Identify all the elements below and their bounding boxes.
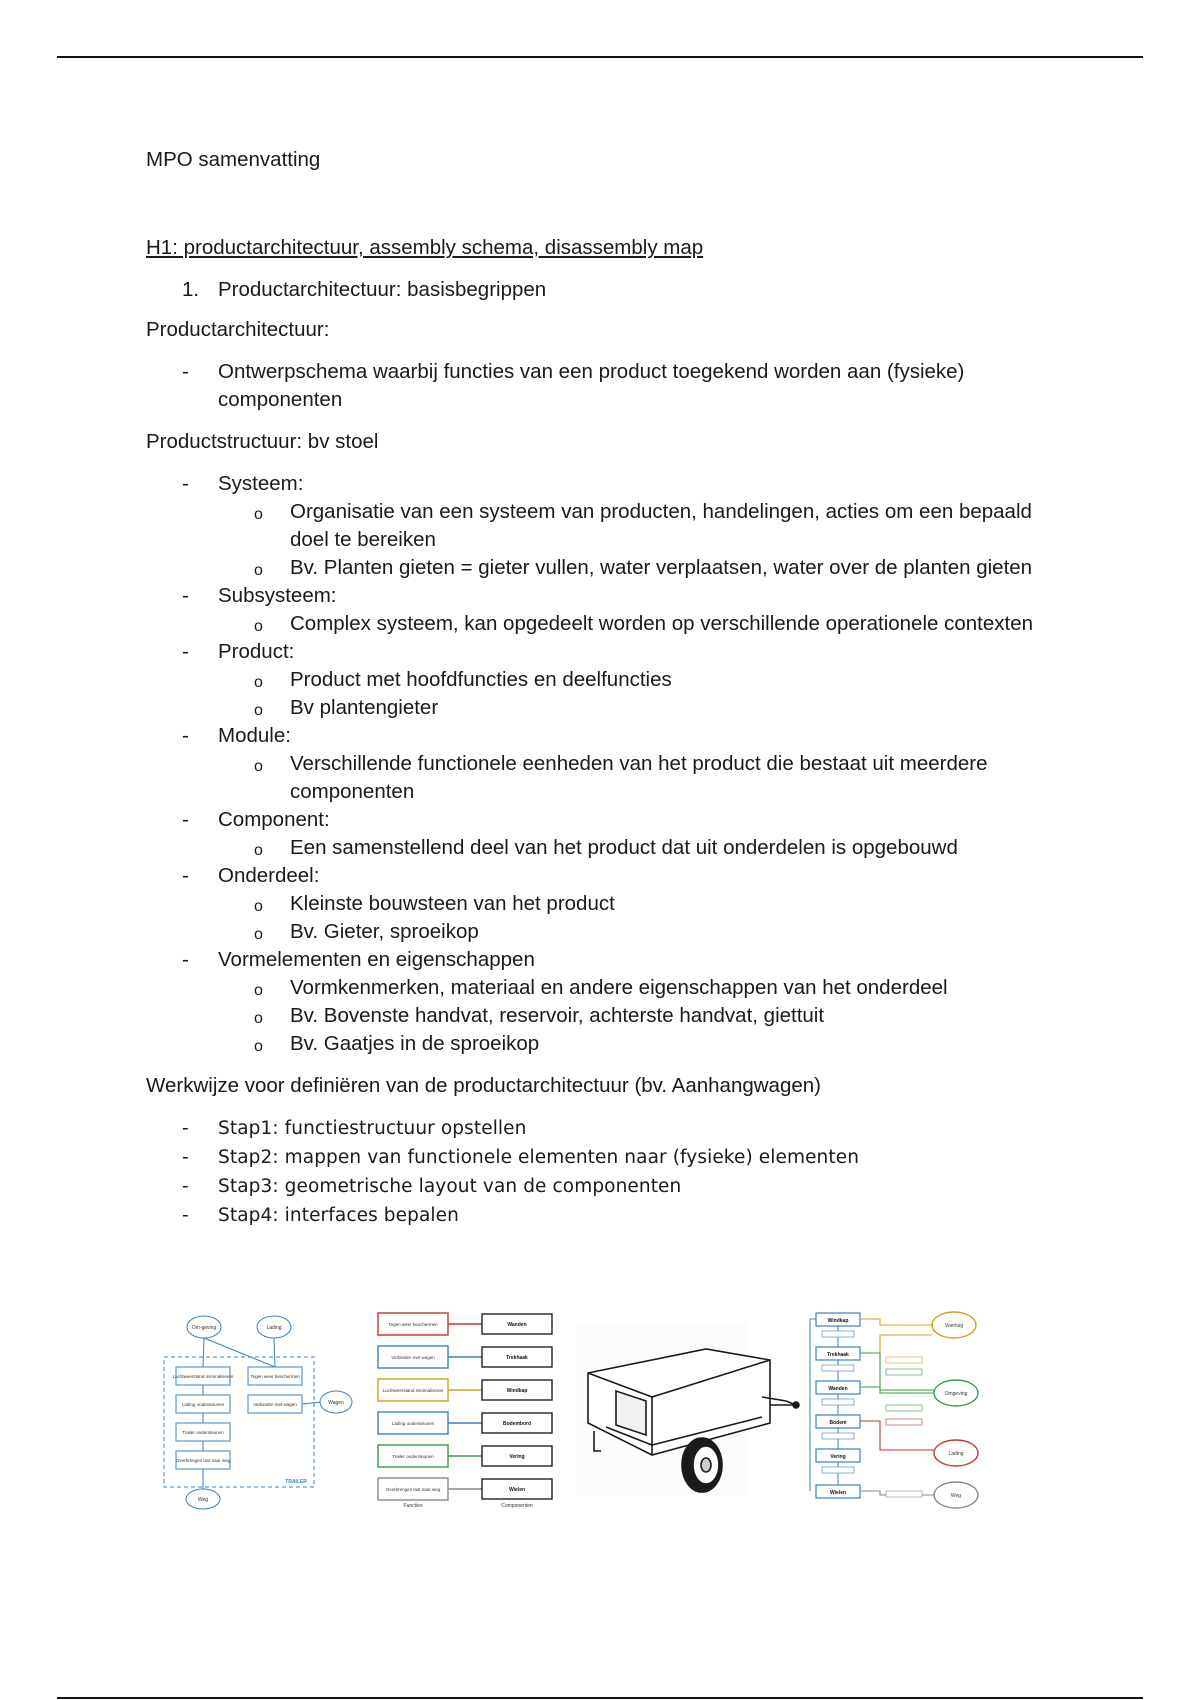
interface-box	[886, 1405, 922, 1411]
environment-node-label: Voertuig	[944, 1323, 964, 1329]
productarchitectuur-label: Productarchitectuur:	[146, 318, 330, 341]
sub-item-text: Bv. Gaatjes in de sproeikop	[290, 1032, 540, 1055]
environment-node-label: Weg	[950, 1493, 962, 1499]
interface-box	[886, 1357, 922, 1363]
function-box-label: Luchtweerstand minimaliseren	[382, 1388, 444, 1393]
dash-marker: -	[182, 472, 189, 495]
function-flow-line	[274, 1338, 275, 1367]
circle-marker: o	[254, 1038, 263, 1055]
level-item	[146, 582, 1076, 638]
numbered-item-number: 1.	[182, 278, 200, 301]
component-box-label: Vering	[830, 1454, 846, 1460]
dash-marker: -	[182, 584, 189, 607]
numbered-item-text: Productarchitectuur: basisbegrippen	[218, 278, 547, 301]
dash-marker: -	[182, 360, 189, 383]
sub-item	[218, 834, 1076, 862]
sub-item	[218, 1030, 1076, 1058]
sub-item	[218, 890, 1076, 918]
level-item	[146, 946, 1076, 1058]
interface-line	[860, 1335, 932, 1353]
interface-box	[822, 1365, 854, 1371]
interface-box	[822, 1467, 854, 1473]
level-sublist	[218, 974, 1076, 1058]
step-item	[146, 1172, 1076, 1201]
level-item	[146, 862, 1076, 946]
dash-marker: -	[182, 948, 189, 971]
component-box-label: Bodembord	[502, 1421, 532, 1427]
level-label: Module:	[218, 724, 291, 747]
function-flow-line	[204, 1338, 275, 1367]
component-box-label: Wielen	[508, 1487, 526, 1493]
interface-box	[886, 1369, 922, 1375]
function-box-label: Tegen weer beschermen	[250, 1374, 300, 1379]
dash-marker: -	[182, 864, 189, 887]
level-item	[146, 806, 1076, 862]
steps-list	[146, 1114, 1076, 1230]
sub-item-text: Bv plantengieter	[290, 696, 439, 719]
component-box-label: Bodem	[829, 1420, 847, 1426]
level-sublist	[218, 498, 1076, 582]
wagen-node-label: Wagen	[328, 1400, 344, 1406]
function-component-mapping-figure	[378, 1313, 552, 1509]
component-box-label: Trekhaak	[827, 1352, 849, 1358]
trailer-drawing	[576, 1323, 799, 1495]
productstructuur-label: Productstructuur: bv stoel	[146, 430, 379, 453]
step-text: Stap4: interfaces bepalen	[218, 1205, 459, 1226]
werkwijze-label: Werkwijze voor definiëren van de productarchitectuur (bv. Aanhangwagen)	[146, 1074, 821, 1097]
step-text: Stap1: functiestructuur opstellen	[218, 1118, 527, 1139]
bottom-rule	[57, 1697, 1143, 1699]
function-box-label: Overbrengen last naar weg	[175, 1458, 231, 1463]
function-box-label: Tegen weer beschermen	[388, 1322, 438, 1327]
sub-item	[218, 694, 1076, 722]
function-box-label: Trailer ondersteunen	[392, 1454, 434, 1459]
environment-node-label: Omgeving	[944, 1391, 968, 1397]
level-item	[146, 722, 1076, 806]
figures-svg	[146, 1305, 1006, 1515]
level-sublist	[218, 666, 1076, 722]
sub-item-text: Bv. Bovenste handvat, reservoir, achterste handvat, giettuit	[290, 1004, 825, 1027]
component-box-label: Wielen	[829, 1490, 847, 1496]
function-box-label: Luchtweerstand minimaliseren	[172, 1374, 234, 1379]
sub-item	[218, 918, 1076, 946]
sub-item-text: Een samenstellend deel van het product dat uit onderdelen is opgebouwd	[290, 836, 958, 859]
interface-line	[860, 1421, 934, 1450]
interface-box	[822, 1399, 854, 1405]
top-rule	[57, 56, 1143, 58]
step-item	[146, 1201, 1076, 1230]
level-label: Subsysteem:	[218, 584, 337, 607]
level-item	[146, 638, 1076, 722]
numbered-item	[182, 276, 1076, 304]
dash-marker: -	[182, 1118, 189, 1139]
level-label: Onderdeel:	[218, 864, 320, 887]
circle-marker: o	[254, 702, 263, 719]
figures-row	[146, 1305, 1006, 1515]
level-sublist	[218, 834, 1076, 862]
list-item	[146, 358, 1076, 414]
sub-item	[218, 554, 1076, 582]
interface-box	[822, 1331, 854, 1337]
component-box-label: Wanden	[828, 1386, 848, 1392]
sub-item-text: Vormkenmerken, materiaal en andere eigenschappen van het onderdeel	[290, 976, 948, 999]
component-box-label: Trekhaak	[506, 1355, 528, 1361]
components-column-label: Componenten	[501, 1503, 533, 1509]
sub-item	[218, 498, 1076, 554]
function-box-label: Verbinden met wagen	[253, 1402, 297, 1407]
dash-marker: -	[182, 1147, 189, 1168]
level-label: Component:	[218, 808, 330, 831]
level-label: Vormelementen en eigenschappen	[218, 948, 535, 971]
step-text: Stap3: geometrische layout van de componenten	[218, 1176, 682, 1197]
circle-marker: o	[254, 926, 263, 943]
component-box-label: Windkap	[827, 1318, 849, 1324]
dash-marker: -	[182, 1205, 189, 1226]
document-body	[146, 146, 1076, 1244]
level-label: Product:	[218, 640, 295, 663]
chapter-heading: H1: productarchitectuur, assembly schema, disassembly map	[146, 236, 704, 259]
sub-item-text: Complex systeem, kan opgedeelt worden op verschillende operationele contexten	[290, 612, 1034, 635]
circle-marker: o	[254, 674, 263, 691]
function-box-label: Lading ondersteunen	[391, 1421, 435, 1426]
interface-box	[886, 1419, 922, 1425]
circle-marker: o	[254, 758, 263, 775]
sub-item-text: Organisatie van een systeem van producten, handelingen, acties om een bepaald doel te bereiken	[290, 500, 1032, 551]
productarchitectuur-list	[146, 358, 1076, 414]
step-item	[146, 1143, 1076, 1172]
sub-item-text: Product met hoofdfuncties en deelfuncties	[290, 668, 672, 691]
circle-marker: o	[254, 898, 263, 915]
level-sublist	[218, 610, 1076, 638]
dash-marker: -	[182, 1176, 189, 1197]
document-title: MPO samenvatting	[146, 148, 321, 171]
circle-marker: o	[254, 562, 263, 579]
sub-item-text: Kleinste bouwsteen van het product	[290, 892, 615, 915]
circle-marker: o	[254, 842, 263, 859]
trailer-label: TRAILER	[285, 1479, 307, 1485]
sub-item-text: Bv. Planten gieten = gieter vullen, water verplaatsen, water over de planten gieten	[290, 556, 1033, 579]
function-flow-line	[203, 1338, 204, 1367]
level-sublist	[218, 750, 1076, 806]
environment-node-label: Lading	[266, 1325, 282, 1331]
sub-item	[218, 666, 1076, 694]
step-text: Stap2: mappen van functionele elementen naar (fysieke) elementen	[218, 1147, 860, 1168]
function-box-label: Verbinden met wagen	[391, 1355, 435, 1360]
level-label: Systeem:	[218, 472, 304, 495]
sub-item-text: Bv. Gieter, sproeikop	[290, 920, 479, 943]
sub-item	[218, 974, 1076, 1002]
circle-marker: o	[254, 506, 263, 523]
interface-line	[860, 1319, 932, 1325]
function-box-label: Overbrengen last naar weg	[385, 1487, 441, 1492]
circle-marker: o	[254, 982, 263, 999]
function-box-label: Trailer ondersteunen	[182, 1430, 224, 1435]
dash-marker: -	[182, 640, 189, 663]
interface-box	[822, 1433, 854, 1439]
interface-diagram-figure	[810, 1312, 978, 1508]
levels-list	[146, 470, 1076, 1058]
sub-item	[218, 1002, 1076, 1030]
step-item	[146, 1114, 1076, 1143]
function-flow-line	[302, 1402, 322, 1404]
environment-node-label: Lading	[948, 1451, 964, 1457]
interface-box	[886, 1491, 922, 1497]
component-box-label: Vering	[509, 1454, 525, 1460]
function-structure-figure	[164, 1316, 352, 1509]
dash-marker: -	[182, 724, 189, 747]
dash-marker: -	[182, 808, 189, 831]
component-box-label: Wanden	[507, 1322, 527, 1328]
circle-marker: o	[254, 618, 263, 635]
list-item-text: Ontwerpschema waarbij functies van een product toegekend worden aan (fysieke) componenten	[218, 360, 965, 411]
function-box-label: Lading ondersteunen	[181, 1402, 225, 1407]
level-item	[146, 470, 1076, 582]
sub-item-text: Verschillende functionele eenheden van het product die bestaat uit meerdere componenten	[290, 752, 988, 803]
circle-marker: o	[254, 1010, 263, 1027]
environment-node-label: Om-geving	[191, 1325, 217, 1331]
functions-column-label: Functies	[403, 1503, 423, 1509]
sub-item	[218, 610, 1076, 638]
sub-item	[218, 750, 1076, 806]
weg-node-label: Weg	[197, 1497, 209, 1503]
level-sublist	[218, 890, 1076, 946]
component-box-label: Windkap	[506, 1388, 528, 1394]
